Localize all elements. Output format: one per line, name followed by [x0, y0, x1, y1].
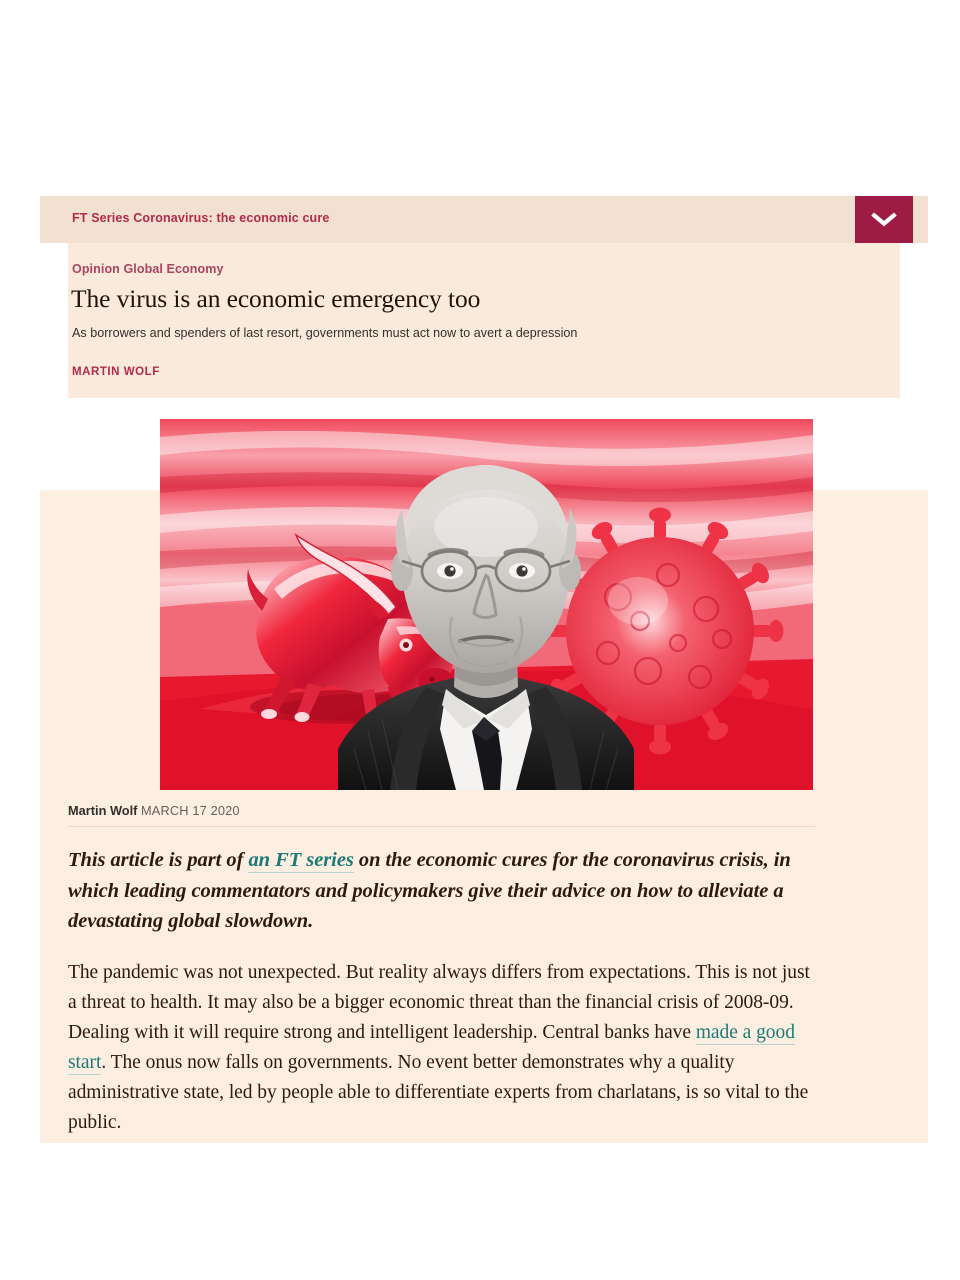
article-hero-illustration	[160, 419, 813, 790]
made-a-good-start-link[interactable]: made a good start	[68, 1022, 795, 1073]
header-byline[interactable]: MARTIN WOLF	[72, 366, 160, 378]
article-body-paragraph	[68, 958, 820, 1138]
intro-text-before: This article is part of	[68, 849, 249, 871]
ft-series-promo-bar[interactable]	[40, 196, 928, 243]
article-header-block	[68, 243, 900, 398]
meta-author[interactable]: Martin Wolf	[68, 803, 138, 818]
intro-text-after: on the economic cures for the coronavirus crisis, in which leading commentators and policymakers give their advice on how to alleviate a devastating global slowdown.	[68, 849, 791, 932]
article-meta	[68, 803, 240, 818]
meta-divider	[68, 826, 815, 827]
article-intro-paragraph	[68, 845, 820, 937]
body-text-before: The pandemic was not unexpected. But reality always differs from expectations. This is not just a threat to health. It may also be a bigger economic threat than the financial crisis of 2008-09. Dealing with it will require strong and intelligent leadership. Central banks have	[68, 962, 810, 1043]
body-text-after: . The onus now falls on governments. No event better demonstrates why a quality administrative state, led by people able to differentiate experts from charlatans, is so vital to the public.	[68, 1052, 809, 1133]
ft-series-label: FT Series Coronavirus: the economic cure	[72, 211, 330, 225]
article-kicker[interactable]: Opinion Global Economy	[72, 262, 224, 276]
series-expand-button[interactable]	[855, 196, 913, 243]
meta-date: MARCH 17 2020	[141, 803, 240, 818]
chevron-down-icon	[871, 212, 897, 228]
ft-series-link[interactable]: an FT series	[248, 849, 354, 871]
page-title: The virus is an economic emergency too	[71, 284, 481, 313]
article-standfirst: As borrowers and spenders of last resort, governments must act now to avert a depression	[72, 326, 578, 340]
